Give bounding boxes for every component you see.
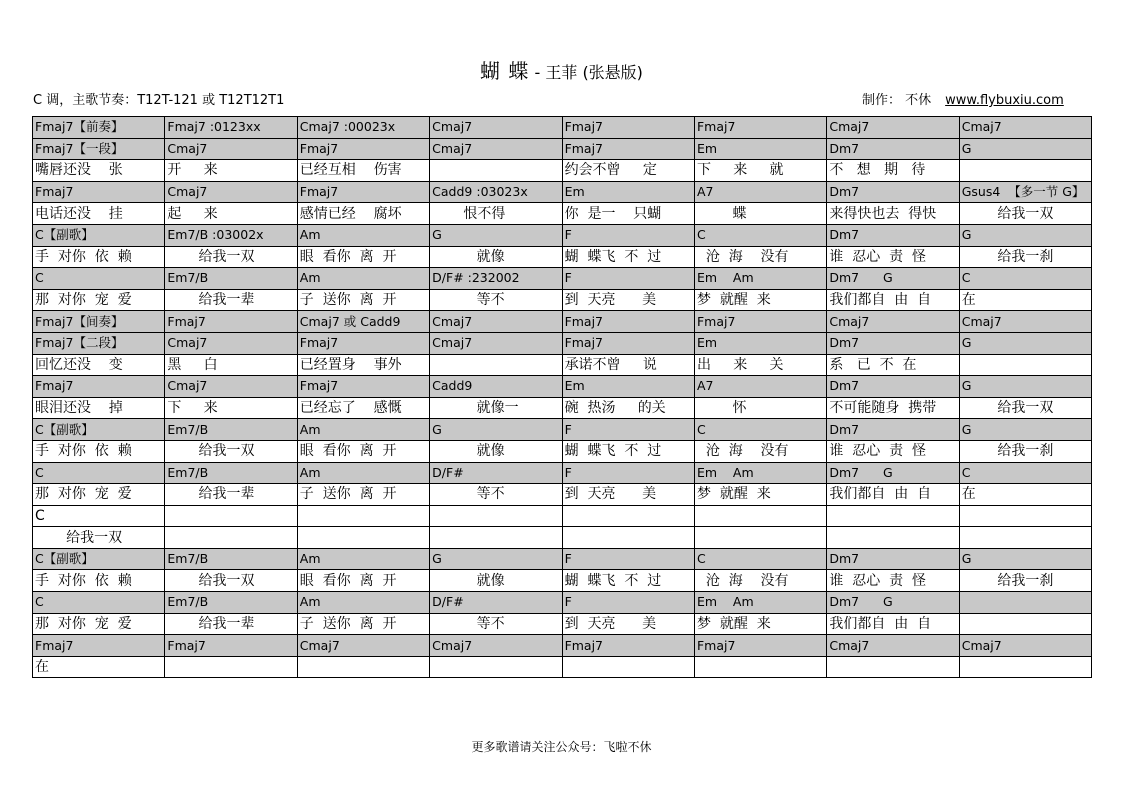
lyric-cell: 已经忘了 感慨 <box>297 397 429 419</box>
author-info <box>862 89 1064 108</box>
lyric-cell: 在 <box>959 484 1091 506</box>
chord-cell: Em <box>562 376 694 398</box>
lyric-cell <box>562 656 694 678</box>
chord-cell: Fmaj7【前奏】 <box>33 117 165 139</box>
lyric-cell: 等不 <box>430 289 562 311</box>
author-name: 制作： 不休 <box>862 93 932 108</box>
chord-cell: Cmaj7 或 Cadd9 <box>297 311 429 333</box>
lyric-cell: 手 对你 依 赖 <box>33 570 165 592</box>
lyric-cell: 承诺不曾 说 <box>562 354 694 376</box>
lyric-cell: 我们都自 由 自 <box>827 484 959 506</box>
lyric-cell: 等不 <box>430 484 562 506</box>
chord-cell: C <box>33 462 165 484</box>
chord-row <box>33 224 1092 246</box>
chord-cell: Cmaj7 <box>827 117 959 139</box>
lyric-cell <box>694 527 826 549</box>
chord-cell: Dm7 G <box>827 268 959 290</box>
chord-cell: C【副歌】 <box>33 224 165 246</box>
lyric-cell: 给我一双 <box>959 203 1091 225</box>
chord-cell: Am <box>297 224 429 246</box>
lyric-cell: 蝴 蝶飞 不 过 <box>562 246 694 268</box>
chord-row <box>33 138 1092 160</box>
chord-cell: Fmaj7【一段】 <box>33 138 165 160</box>
chord-cell: C <box>694 224 826 246</box>
lyric-cell: 给我一辈 <box>165 289 297 311</box>
lyric-cell <box>959 613 1091 635</box>
lyric-cell: 出 来 关 <box>694 354 826 376</box>
chord-sheet-table <box>32 116 1092 678</box>
lyric-cell: 恨不得 <box>430 203 562 225</box>
lyric-cell: 手 对你 依 赖 <box>33 246 165 268</box>
lyric-cell <box>959 527 1091 549</box>
lyric-cell: 给我一辈 <box>165 613 297 635</box>
lyric-cell: 到 天亮 美 <box>562 289 694 311</box>
chord-cell: Dm7 <box>827 419 959 441</box>
chord-cell: G <box>430 419 562 441</box>
chord-cell: Dm7 <box>827 548 959 570</box>
key-rhythm-info: C 调，主歌节奏：T12T-121 或 T12T12T1 <box>33 93 285 108</box>
lyric-row <box>33 484 1092 506</box>
lyric-row <box>33 203 1092 225</box>
chord-cell: Fmaj7 <box>562 117 694 139</box>
lyric-cell: 就像 <box>430 570 562 592</box>
lyric-row <box>33 160 1092 182</box>
lyric-cell: 给我一刹 <box>959 246 1091 268</box>
lyric-cell <box>562 527 694 549</box>
lyric-cell: 碗 热汤 的关 <box>562 397 694 419</box>
chord-cell: Cmaj7 <box>165 181 297 203</box>
lyric-cell: 眼 看你 离 开 <box>297 570 429 592</box>
chord-cell: Fmaj7 <box>562 635 694 657</box>
chord-cell: Cmaj7 <box>165 376 297 398</box>
lyric-cell <box>827 527 959 549</box>
lyric-cell: 谁 忍心 责 怪 <box>827 440 959 462</box>
chord-cell: C <box>694 419 826 441</box>
lyric-cell: 沧 海 没有 <box>694 570 826 592</box>
chord-row <box>33 462 1092 484</box>
lyric-cell <box>165 505 297 527</box>
chord-cell: C <box>959 462 1091 484</box>
chord-cell: G <box>959 224 1091 246</box>
lyric-row <box>33 246 1092 268</box>
chord-cell: Fmaj7【二段】 <box>33 332 165 354</box>
chord-cell: F <box>562 224 694 246</box>
chord-cell: Am <box>297 462 429 484</box>
lyric-cell <box>297 505 429 527</box>
lyric-row <box>33 613 1092 635</box>
chord-cell: Fmaj7 <box>297 181 429 203</box>
chord-cell: Cmaj7 :00023x <box>297 117 429 139</box>
lyric-cell <box>959 354 1091 376</box>
lyric-cell: 给我一辈 <box>165 484 297 506</box>
chord-cell: D/F# <box>430 462 562 484</box>
lyric-cell: 梦 就醒 来 <box>694 484 826 506</box>
chord-cell: Cmaj7 <box>430 332 562 354</box>
chord-cell: Fmaj7 <box>297 138 429 160</box>
chord-cell: Em7/B <box>165 268 297 290</box>
lyric-cell: 给我一双 <box>165 570 297 592</box>
chord-row <box>33 311 1092 333</box>
lyric-cell <box>959 505 1091 527</box>
lyric-row <box>33 570 1092 592</box>
chord-cell: Dm7 <box>827 224 959 246</box>
chord-cell: C <box>33 268 165 290</box>
chord-cell: C <box>33 592 165 614</box>
chord-row <box>33 592 1092 614</box>
chord-cell: Am <box>297 268 429 290</box>
lyric-cell: 你 是一 只蝴 <box>562 203 694 225</box>
chord-cell: G <box>959 419 1091 441</box>
chord-row <box>33 332 1092 354</box>
lyric-cell: 子 送你 离 开 <box>297 484 429 506</box>
lyric-cell: 等不 <box>430 613 562 635</box>
chord-cell: Fmaj7 <box>33 635 165 657</box>
chord-cell: Fmaj7 <box>562 311 694 333</box>
chord-row <box>33 635 1092 657</box>
chord-cell: Em <box>562 181 694 203</box>
lyric-cell: 子 送你 离 开 <box>297 613 429 635</box>
chord-cell: Cmaj7 <box>959 635 1091 657</box>
lyric-cell: 在 <box>33 656 165 678</box>
lyric-cell: 谁 忍心 责 怪 <box>827 246 959 268</box>
lyric-cell <box>827 656 959 678</box>
song-title <box>0 55 1123 84</box>
chord-cell: C <box>694 548 826 570</box>
chord-cell: Am <box>297 548 429 570</box>
chord-cell: Em <box>694 332 826 354</box>
lyric-cell <box>430 656 562 678</box>
chord-cell: Cmaj7 <box>297 635 429 657</box>
lyric-cell: 给我一刹 <box>959 570 1091 592</box>
lyric-row <box>33 397 1092 419</box>
lyric-cell: 就像一 <box>430 397 562 419</box>
lyric-cell: 就像 <box>430 246 562 268</box>
chord-cell: Em Am <box>694 268 826 290</box>
lyric-cell: 沧 海 没有 <box>694 440 826 462</box>
website-link[interactable]: www.flybuxiu.com <box>945 93 1064 108</box>
chord-cell: Em7/B <box>165 419 297 441</box>
lyric-cell: 回忆还没 变 <box>33 354 165 376</box>
lyric-cell: 在 <box>959 289 1091 311</box>
lyric-cell: 子 送你 离 开 <box>297 289 429 311</box>
chord-cell: Dm7 <box>827 376 959 398</box>
chord-cell: G <box>959 376 1091 398</box>
chord-cell: G <box>959 138 1091 160</box>
chord-cell: C【副歌】 <box>33 548 165 570</box>
chord-cell: G <box>430 548 562 570</box>
chord-cell: D/F# <box>430 592 562 614</box>
lyric-cell: 蝴 蝶飞 不 过 <box>562 570 694 592</box>
chord-cell: G <box>959 332 1091 354</box>
chord-cell: Cmaj7 <box>959 311 1091 333</box>
chord-row <box>33 419 1092 441</box>
lyric-cell: 眼 看你 离 开 <box>297 246 429 268</box>
lyric-cell: 开 来 <box>165 160 297 182</box>
chord-cell: Fmaj7 <box>33 181 165 203</box>
chord-cell: Fmaj7 <box>33 376 165 398</box>
chord-cell: Dm7 <box>827 138 959 160</box>
chord-row <box>33 117 1092 139</box>
lyric-cell <box>827 505 959 527</box>
lyric-cell <box>694 505 826 527</box>
lyric-cell: 下 来 <box>165 397 297 419</box>
lyric-cell: 我们都自 由 自 <box>827 613 959 635</box>
lyric-cell <box>430 160 562 182</box>
chord-cell: Am <box>297 592 429 614</box>
lyric-cell: C <box>33 505 165 527</box>
lyric-row <box>33 354 1092 376</box>
chord-cell: Cmaj7 <box>430 117 562 139</box>
chord-row <box>33 268 1092 290</box>
lyric-cell <box>165 527 297 549</box>
chord-cell: A7 <box>694 181 826 203</box>
lyric-cell: 手 对你 依 赖 <box>33 440 165 462</box>
chord-cell: Cadd9 <box>430 376 562 398</box>
lyric-cell: 黑 白 <box>165 354 297 376</box>
lyric-cell <box>297 656 429 678</box>
chord-cell: F <box>562 462 694 484</box>
lyric-cell: 我们都自 由 自 <box>827 289 959 311</box>
chord-cell: D/F# :232002 <box>430 268 562 290</box>
lyric-cell: 已经置身 事外 <box>297 354 429 376</box>
lyric-cell <box>165 656 297 678</box>
lyric-cell: 梦 就醒 来 <box>694 613 826 635</box>
lyric-cell <box>430 527 562 549</box>
chord-cell: Cmaj7 <box>430 635 562 657</box>
chord-cell: Dm7 G <box>827 592 959 614</box>
chord-cell: Cmaj7 <box>430 311 562 333</box>
chord-cell: Cmaj7 <box>430 138 562 160</box>
lyric-cell: 给我一双 <box>959 397 1091 419</box>
chord-cell: F <box>562 548 694 570</box>
lyric-cell: 给我一双 <box>165 246 297 268</box>
chord-cell: C <box>959 268 1091 290</box>
lyric-cell: 电话还没 挂 <box>33 203 165 225</box>
chord-cell: A7 <box>694 376 826 398</box>
chord-row <box>33 181 1092 203</box>
chord-row <box>33 376 1092 398</box>
lyric-cell: 沧 海 没有 <box>694 246 826 268</box>
lyric-row <box>33 656 1092 678</box>
chord-cell: Fmaj7【间奏】 <box>33 311 165 333</box>
chord-cell: Em <box>694 138 826 160</box>
chord-cell: Cadd9 :03023x <box>430 181 562 203</box>
chord-cell: Fmaj7 <box>694 635 826 657</box>
lyric-cell: 到 天亮 美 <box>562 484 694 506</box>
chord-cell: F <box>562 419 694 441</box>
lyric-cell: 那 对你 宠 爱 <box>33 484 165 506</box>
lyric-cell: 蝶 <box>694 203 826 225</box>
lyric-cell <box>562 505 694 527</box>
lyric-cell: 给我一双 <box>165 440 297 462</box>
chord-cell: Em Am <box>694 462 826 484</box>
lyric-row <box>33 289 1092 311</box>
chord-cell: Fmaj7 <box>694 117 826 139</box>
lyric-cell: 感情已经 腐坏 <box>297 203 429 225</box>
chord-row <box>33 548 1092 570</box>
chord-cell: Em7/B <box>165 592 297 614</box>
chord-cell: Fmaj7 <box>694 311 826 333</box>
chord-cell: Cmaj7 <box>827 635 959 657</box>
chord-cell: Fmaj7 <box>165 311 297 333</box>
lyric-cell: 梦 就醒 来 <box>694 289 826 311</box>
lyric-cell: 约会不曾 定 <box>562 160 694 182</box>
lyric-cell <box>694 656 826 678</box>
lyric-cell: 起 来 <box>165 203 297 225</box>
chord-cell: Cmaj7 <box>165 138 297 160</box>
chord-cell: Cmaj7 <box>959 117 1091 139</box>
lyric-cell <box>430 505 562 527</box>
chord-cell <box>959 592 1091 614</box>
chord-cell: Em7/B <box>165 462 297 484</box>
lyric-cell: 给我一双 <box>33 527 165 549</box>
chord-cell: Fmaj7 <box>165 635 297 657</box>
lyric-cell <box>959 160 1091 182</box>
lyric-cell: 给我一刹 <box>959 440 1091 462</box>
footer-note: 更多歌谱请关注公众号：飞啦不休 <box>471 740 652 754</box>
title-main: 蝴 蝶 <box>480 59 530 83</box>
lyric-cell <box>297 527 429 549</box>
chord-cell: Dm7 <box>827 332 959 354</box>
lyric-cell: 嘴唇还没 张 <box>33 160 165 182</box>
chord-cell: Cmaj7 <box>165 332 297 354</box>
lyric-cell: 那 对你 宠 爱 <box>33 289 165 311</box>
chord-cell: Fmaj7 <box>297 376 429 398</box>
chord-cell: Fmaj7 <box>297 332 429 354</box>
lyric-cell: 到 天亮 美 <box>562 613 694 635</box>
chord-cell: Fmaj7 <box>562 138 694 160</box>
lyric-cell: 来得快也去 得快 <box>827 203 959 225</box>
title-subtitle: - 王菲 (张悬版) <box>529 63 643 82</box>
lyric-row <box>33 527 1092 549</box>
chord-cell: Fmaj7 <box>562 332 694 354</box>
lyric-cell: 那 对你 宠 爱 <box>33 613 165 635</box>
chord-cell: Em Am <box>694 592 826 614</box>
chord-cell: Dm7 <box>827 181 959 203</box>
lyric-cell: 下 来 就 <box>694 160 826 182</box>
chord-cell: F <box>562 592 694 614</box>
lyric-cell: 眼泪还没 掉 <box>33 397 165 419</box>
lyric-cell: 已经互相 伤害 <box>297 160 429 182</box>
lyric-cell: 眼 看你 离 开 <box>297 440 429 462</box>
chord-cell: C【副歌】 <box>33 419 165 441</box>
lyric-cell: 怀 <box>694 397 826 419</box>
lyric-row <box>33 505 1092 527</box>
chord-cell: Cmaj7 <box>827 311 959 333</box>
lyric-cell: 不 想 期 待 <box>827 160 959 182</box>
chord-cell: G <box>430 224 562 246</box>
lyric-cell: 系 已 不 在 <box>827 354 959 376</box>
chord-cell: Dm7 G <box>827 462 959 484</box>
chord-cell: Gsus4 【多一节 G】 <box>959 181 1091 203</box>
chord-cell: Am <box>297 419 429 441</box>
chord-cell: G <box>959 548 1091 570</box>
lyric-row <box>33 440 1092 462</box>
lyric-cell: 蝴 蝶飞 不 过 <box>562 440 694 462</box>
lyric-cell <box>959 656 1091 678</box>
chord-cell: Em7/B :03002x <box>165 224 297 246</box>
chord-cell: Em7/B <box>165 548 297 570</box>
lyric-cell: 不可能随身 携带 <box>827 397 959 419</box>
lyric-cell: 就像 <box>430 440 562 462</box>
chord-cell: F <box>562 268 694 290</box>
lyric-cell: 谁 忍心 责 怪 <box>827 570 959 592</box>
lyric-cell <box>430 354 562 376</box>
chord-cell: Fmaj7 :0123xx <box>165 117 297 139</box>
